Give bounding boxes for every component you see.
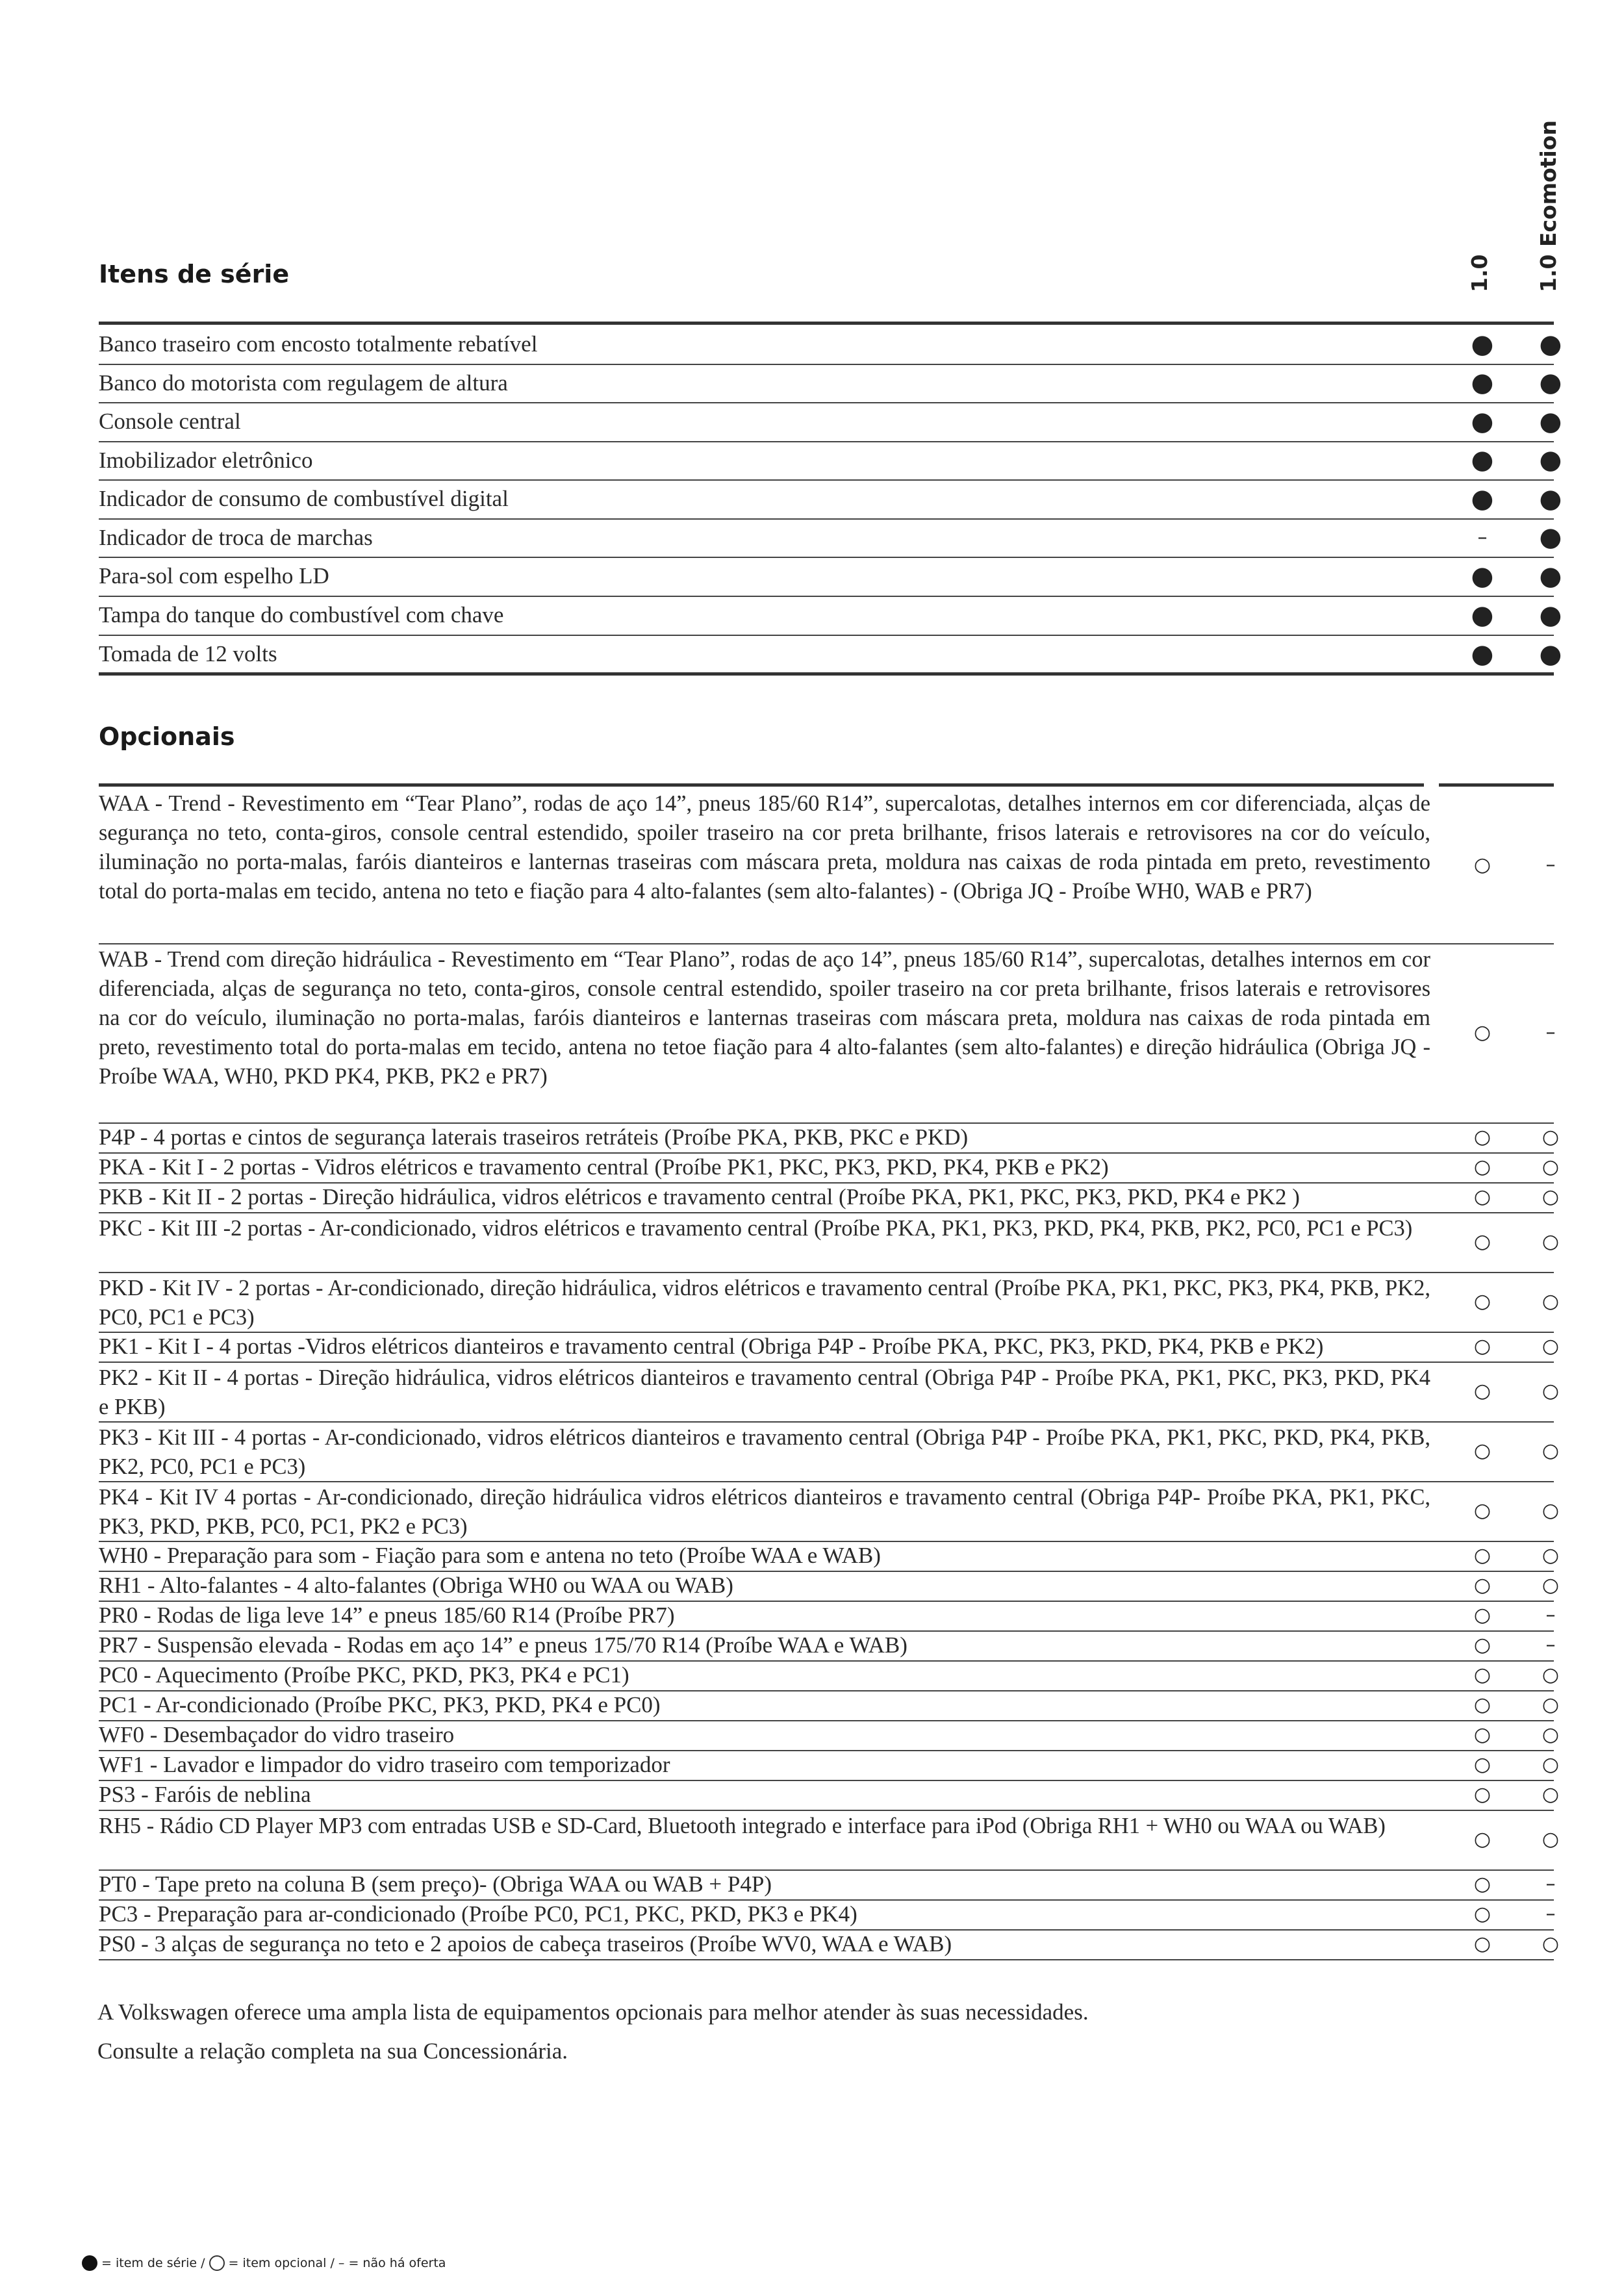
row-value-1-0: ○ bbox=[1473, 1932, 1491, 1955]
serie-row bbox=[99, 518, 1562, 558]
row-value-ecomotion: ● bbox=[1539, 329, 1562, 359]
row-value-ecomotion: ○ bbox=[1542, 1230, 1560, 1253]
row-value-1-0: ○ bbox=[1473, 1156, 1491, 1178]
opcional-row bbox=[99, 1212, 1560, 1273]
legend bbox=[82, 2255, 446, 2271]
opcional-row bbox=[99, 1720, 1560, 1751]
opcional-item-label: WF0 - Desembaçador do vidro traseiro bbox=[99, 1722, 455, 1747]
row-value-ecomotion: ● bbox=[1539, 445, 1562, 475]
row-value-1-0: ○ bbox=[1473, 854, 1491, 876]
row-value-ecomotion: ● bbox=[1539, 407, 1562, 437]
opcional-item-label: PS3 - Faróis de neblina bbox=[99, 1782, 311, 1807]
opcional-item-label: PK4 - Kit IV 4 portas - Ar-condicionado, direção hidráulica vidros elétricos dianteiros e travamento central (Obriga P4P- Proíbe PKA, PK1, PKC, PK3, PKD, PKB, PC0, PC1, PK2 e PC3) bbox=[99, 1485, 1430, 1539]
row-value-1-0: ○ bbox=[1473, 1574, 1491, 1597]
section-divider bbox=[1439, 783, 1554, 787]
row-value-ecomotion: ○ bbox=[1542, 1783, 1560, 1806]
serie-row bbox=[99, 596, 1562, 636]
serie-row bbox=[99, 325, 1562, 365]
row-value-ecomotion: – bbox=[1545, 1021, 1556, 1044]
serie-row bbox=[99, 479, 1562, 520]
opcional-item-label: PKB - Kit II - 2 portas - Direção hidráulica, vidros elétricos e travamento central (Proíbe PKA, PK1, PKC, PK3, PKD, PK4 e PK2 ) bbox=[99, 1184, 1300, 1210]
serie-row bbox=[99, 441, 1562, 481]
opcional-item-label: WF1 - Lavador e limpador do vidro traseiro com temporizador bbox=[99, 1752, 670, 1777]
opcional-row bbox=[99, 1780, 1560, 1811]
column-header-label: 1.0 Ecomotion bbox=[1536, 120, 1561, 292]
row-value-1-0: ○ bbox=[1473, 1604, 1491, 1627]
row-value-1-0: ● bbox=[1471, 561, 1494, 591]
row-value-ecomotion: ● bbox=[1539, 522, 1562, 552]
row-value-1-0: ○ bbox=[1473, 1335, 1491, 1358]
row-value-ecomotion: ● bbox=[1539, 368, 1562, 398]
serie-item-label: Indicador de consumo de combustível digital bbox=[99, 486, 509, 511]
opcional-row bbox=[99, 1630, 1554, 1662]
row-value-ecomotion: ○ bbox=[1542, 1126, 1560, 1148]
row-value-1-0: ● bbox=[1471, 445, 1494, 475]
row-value-ecomotion: ○ bbox=[1542, 1753, 1560, 1776]
row-value-1-0: ○ bbox=[1473, 1753, 1491, 1776]
serie-row bbox=[99, 635, 1562, 675]
row-value-ecomotion: ○ bbox=[1542, 1664, 1560, 1686]
row-value-ecomotion: – bbox=[1545, 1873, 1556, 1895]
opcional-row bbox=[99, 1481, 1560, 1542]
opcional-row bbox=[99, 1272, 1560, 1333]
legend-serie-text: = item de série / bbox=[101, 2256, 205, 2270]
opcional-row bbox=[99, 1571, 1560, 1602]
row-value-ecomotion: ○ bbox=[1542, 1932, 1560, 1955]
serie-item-label: Imobilizador eletrônico bbox=[99, 447, 313, 473]
opcional-row bbox=[99, 943, 1554, 1124]
opcional-item-label: WAB - Trend com direção hidráulica - Revestimento em “Tear Plano”, rodas de aço 14”, pneus 185/60 R14”, supercalotas, detalhes internos em cor diferenciada, alças de segurança no teto, conta-giros, console central estendido, spoiler traseiro na cor preta brilhante, frisos laterais e retrovisores na cor do veículo, iluminação no porta-malas, faróis dianteiros e lanternas traseiras com máscara preta, moldura nas caixas de roda pintada em preto, revestimento total do porta-malas em tecido, antena no tetoe fiação para 4 alto-falantes (sem alto-falantes) e direção hidráulica (Obriga JQ - Proíbe WAA, WH0, PKD PK4, PKB, PK2 e PR7) bbox=[99, 947, 1430, 1089]
row-value-ecomotion: ○ bbox=[1542, 1544, 1560, 1567]
row-value-1-0: ○ bbox=[1473, 1723, 1491, 1746]
row-value-1-0: ○ bbox=[1473, 1634, 1491, 1656]
open-circle-icon bbox=[209, 2255, 225, 2271]
opcional-item-label: PKD - Kit IV - 2 portas - Ar-condicionado, direção hidráulica, vidros elétricos e travamento central (Proíbe PKA, PK1, PKC, PK3, PK4, PKB, PK2, PC0, PC1 e PC3) bbox=[99, 1276, 1430, 1330]
row-value-1-0: ○ bbox=[1473, 1499, 1491, 1522]
row-value-1-0: ○ bbox=[1473, 1439, 1491, 1462]
opcional-row bbox=[99, 1182, 1560, 1213]
row-value-1-0: ○ bbox=[1473, 1230, 1491, 1253]
row-value-1-0: ● bbox=[1471, 407, 1494, 437]
row-value-1-0: ○ bbox=[1473, 1544, 1491, 1567]
opcional-row bbox=[99, 1810, 1560, 1871]
section-title-opcionais: Opcionais bbox=[99, 722, 235, 751]
row-value-ecomotion: ○ bbox=[1542, 1499, 1560, 1522]
column-header-ecomotion bbox=[1528, 120, 1573, 292]
filled-dot-icon bbox=[82, 2255, 97, 2271]
opcional-item-label: PC0 - Aquecimento (Proíbe PKC, PKD, PK3, PK4 e PC1) bbox=[99, 1662, 629, 1688]
row-value-1-0: ● bbox=[1471, 329, 1494, 359]
serie-row bbox=[99, 364, 1562, 403]
opcional-item-label: PT0 - Tape preto na coluna B (sem preço)- (Obriga WAA ou WAB + P4P) bbox=[99, 1871, 772, 1897]
opcional-item-label: PS0 - 3 alças de segurança no teto e 2 apoios de cabeça traseiros (Proíbe WV0, WAA e WAB) bbox=[99, 1931, 952, 1957]
row-value-ecomotion: ● bbox=[1539, 484, 1562, 514]
opcional-row bbox=[99, 1362, 1560, 1423]
row-value-ecomotion: – bbox=[1545, 854, 1556, 876]
opcional-item-label: WH0 - Preparação para som - Fiação para som e antena no teto (Proíbe WAA e WAB) bbox=[99, 1543, 881, 1568]
opcional-item-label: PKA - Kit I - 2 portas - Vidros elétricos e travamento central (Proíbe PK1, PKC, PK3, PKD, PK4, PKB e PK2) bbox=[99, 1154, 1109, 1180]
opcional-item-label: PKC - Kit III -2 portas - Ar-condicionado, vidros elétricos e travamento central (Proíbe PKA, PK1, PK3, PKD, PK4, PKB, PK2, PC0, PC1 e PC3) bbox=[99, 1216, 1413, 1241]
legend-opcional-text: = item opcional / – = não há oferta bbox=[228, 2256, 446, 2270]
opcional-row bbox=[99, 787, 1554, 944]
row-value-1-0: ● bbox=[1471, 368, 1494, 398]
row-value-ecomotion: ○ bbox=[1542, 1335, 1560, 1358]
row-value-ecomotion: – bbox=[1545, 1903, 1556, 1925]
row-value-1-0: ○ bbox=[1473, 1903, 1491, 1925]
opcional-item-label: PR7 - Suspensão elevada - Rodas em aço 14” e pneus 175/70 R14 (Proíbe WAA e WAB) bbox=[99, 1632, 907, 1658]
opcional-row bbox=[99, 1122, 1560, 1154]
row-value-ecomotion: ○ bbox=[1542, 1380, 1560, 1402]
row-value-1-0: ○ bbox=[1473, 1185, 1491, 1208]
serie-item-label: Banco do motorista com regulagem de altura bbox=[99, 370, 508, 396]
row-value-ecomotion: ○ bbox=[1542, 1723, 1560, 1746]
row-value-ecomotion: ○ bbox=[1542, 1828, 1560, 1851]
column-header-1-0 bbox=[1459, 123, 1504, 292]
opcional-item-label: WAA - Trend - Revestimento em “Tear Plano”, rodas de aço 14”, pneus 185/60 R14”, supercalotas, detalhes internos em cor diferenciada, alças de segurança no teto, conta-giros, console central estendido, spoiler traseiro na cor preta brilhante, frisos laterais e retrovisores na cor do veículo, iluminação no porta-malas, faróis dianteiros e lanternas traseiras com máscara preta, moldura nas caixas de roda pintada em preto, revestimento total do porta-malas em tecido, antena no teto e fiação para 4 alto-falantes (sem alto-falantes) - (Obriga JQ - Proíbe WH0, WAB e PR7) bbox=[99, 791, 1430, 904]
row-value-1-0: ● bbox=[1471, 484, 1494, 514]
row-value-1-0: – bbox=[1477, 526, 1488, 549]
opcional-row bbox=[99, 1601, 1554, 1632]
row-value-1-0: ○ bbox=[1473, 1126, 1491, 1148]
opcional-row bbox=[99, 1541, 1560, 1572]
row-value-1-0: ● bbox=[1471, 600, 1494, 630]
row-value-1-0: ○ bbox=[1473, 1693, 1491, 1716]
serie-item-label: Console central bbox=[99, 409, 241, 434]
serie-item-label: Indicador de troca de marchas bbox=[99, 524, 373, 550]
row-value-ecomotion: ● bbox=[1539, 600, 1562, 630]
serie-row bbox=[99, 402, 1562, 442]
opcional-row bbox=[99, 1690, 1560, 1721]
serie-item-label: Tampa do tanque do combustível com chave bbox=[99, 602, 504, 627]
section-divider bbox=[99, 783, 1424, 787]
opcional-item-label: RH5 - Rádio CD Player MP3 com entradas USB e SD-Card, Bluetooth integrado e interface para iPod (Obriga RH1 + WH0 ou WAA ou WAB) bbox=[99, 1814, 1386, 1838]
row-value-1-0: ○ bbox=[1473, 1664, 1491, 1686]
serie-row bbox=[99, 557, 1562, 597]
opcional-row bbox=[99, 1899, 1554, 1931]
opcional-item-label: P4P - 4 portas e cintos de segurança laterais traseiros retráteis (Proíbe PKA, PKB, PKC e PKD) bbox=[99, 1124, 969, 1150]
opcional-item-label: PK3 - Kit III - 4 portas - Ar-condicionado, vidros elétricos dianteiros e travamento central (Obriga P4P - Proíbe PKA, PK1, PKC, PKD, PK4, PKB, PK2, PC0, PC1 e PC3) bbox=[99, 1425, 1430, 1479]
row-value-1-0: ○ bbox=[1473, 1783, 1491, 1806]
footer-line-1: A Volkswagen oferece uma ampla lista de equipamentos opcionais para melhor atender às suas necessidades. bbox=[97, 1999, 1089, 2025]
row-value-ecomotion: ○ bbox=[1542, 1574, 1560, 1597]
row-value-ecomotion: – bbox=[1545, 1604, 1556, 1627]
opcional-row bbox=[99, 1332, 1560, 1363]
section-title-serie: Itens de série bbox=[99, 260, 290, 288]
row-value-1-0: ○ bbox=[1473, 1380, 1491, 1402]
opcional-row bbox=[99, 1660, 1560, 1691]
footer-line-2: Consulte a relação completa na sua Concessionária. bbox=[97, 2038, 568, 2064]
section-divider bbox=[99, 672, 1554, 676]
row-value-ecomotion: ○ bbox=[1542, 1290, 1560, 1313]
serie-item-label: Banco traseiro com encosto totalmente rebatível bbox=[99, 331, 538, 357]
row-value-ecomotion: ○ bbox=[1542, 1156, 1560, 1178]
opcional-item-label: PK2 - Kit II - 4 portas - Direção hidráulica, vidros elétricos dianteiros e travamento central (Obriga P4P - Proíbe PKA, PK1, PKC, PK3, PKD, PK4 e PKB) bbox=[99, 1365, 1430, 1419]
row-value-1-0: ○ bbox=[1473, 1873, 1491, 1895]
opcional-item-label: PC1 - Ar-condicionado (Proíbe PKC, PK3, PKD, PK4 e PC0) bbox=[99, 1692, 661, 1717]
row-value-ecomotion: – bbox=[1545, 1634, 1556, 1656]
opcional-row bbox=[99, 1929, 1560, 1960]
opcional-row bbox=[99, 1421, 1560, 1482]
opcional-item-label: RH1 - Alto-falantes - 4 alto-falantes (Obriga WH0 ou WAA ou WAB) bbox=[99, 1573, 733, 1598]
serie-item-label: Para-sol com espelho LD bbox=[99, 563, 329, 589]
opcional-item-label: PC3 - Preparação para ar-condicionado (Proíbe PC0, PC1, PKC, PKD, PK3 e PK4) bbox=[99, 1901, 857, 1927]
row-value-1-0: ● bbox=[1471, 639, 1494, 669]
row-value-ecomotion: ● bbox=[1539, 561, 1562, 591]
opcional-row bbox=[99, 1152, 1560, 1184]
opcional-row bbox=[99, 1869, 1554, 1901]
opcional-item-label: PR0 - Rodas de liga leve 14” e pneus 185/60 R14 (Proíbe PR7) bbox=[99, 1602, 675, 1628]
row-value-ecomotion: ○ bbox=[1542, 1693, 1560, 1716]
row-value-ecomotion: ○ bbox=[1542, 1185, 1560, 1208]
opcional-row bbox=[99, 1750, 1560, 1781]
row-value-1-0: ○ bbox=[1473, 1290, 1491, 1313]
serie-item-label: Tomada de 12 volts bbox=[99, 641, 277, 666]
opcional-item-label: PK1 - Kit I - 4 portas -Vidros elétricos dianteiros e travamento central (Obriga P4P - Proíbe PKA, PKC, PK3, PKD, PK4, PKB e PK2) bbox=[99, 1334, 1324, 1359]
row-value-1-0: ○ bbox=[1473, 1828, 1491, 1851]
row-value-1-0: ○ bbox=[1473, 1021, 1491, 1044]
column-header-label: 1.0 bbox=[1467, 254, 1492, 292]
row-value-ecomotion: ● bbox=[1539, 639, 1562, 669]
row-value-ecomotion: ○ bbox=[1542, 1439, 1560, 1462]
